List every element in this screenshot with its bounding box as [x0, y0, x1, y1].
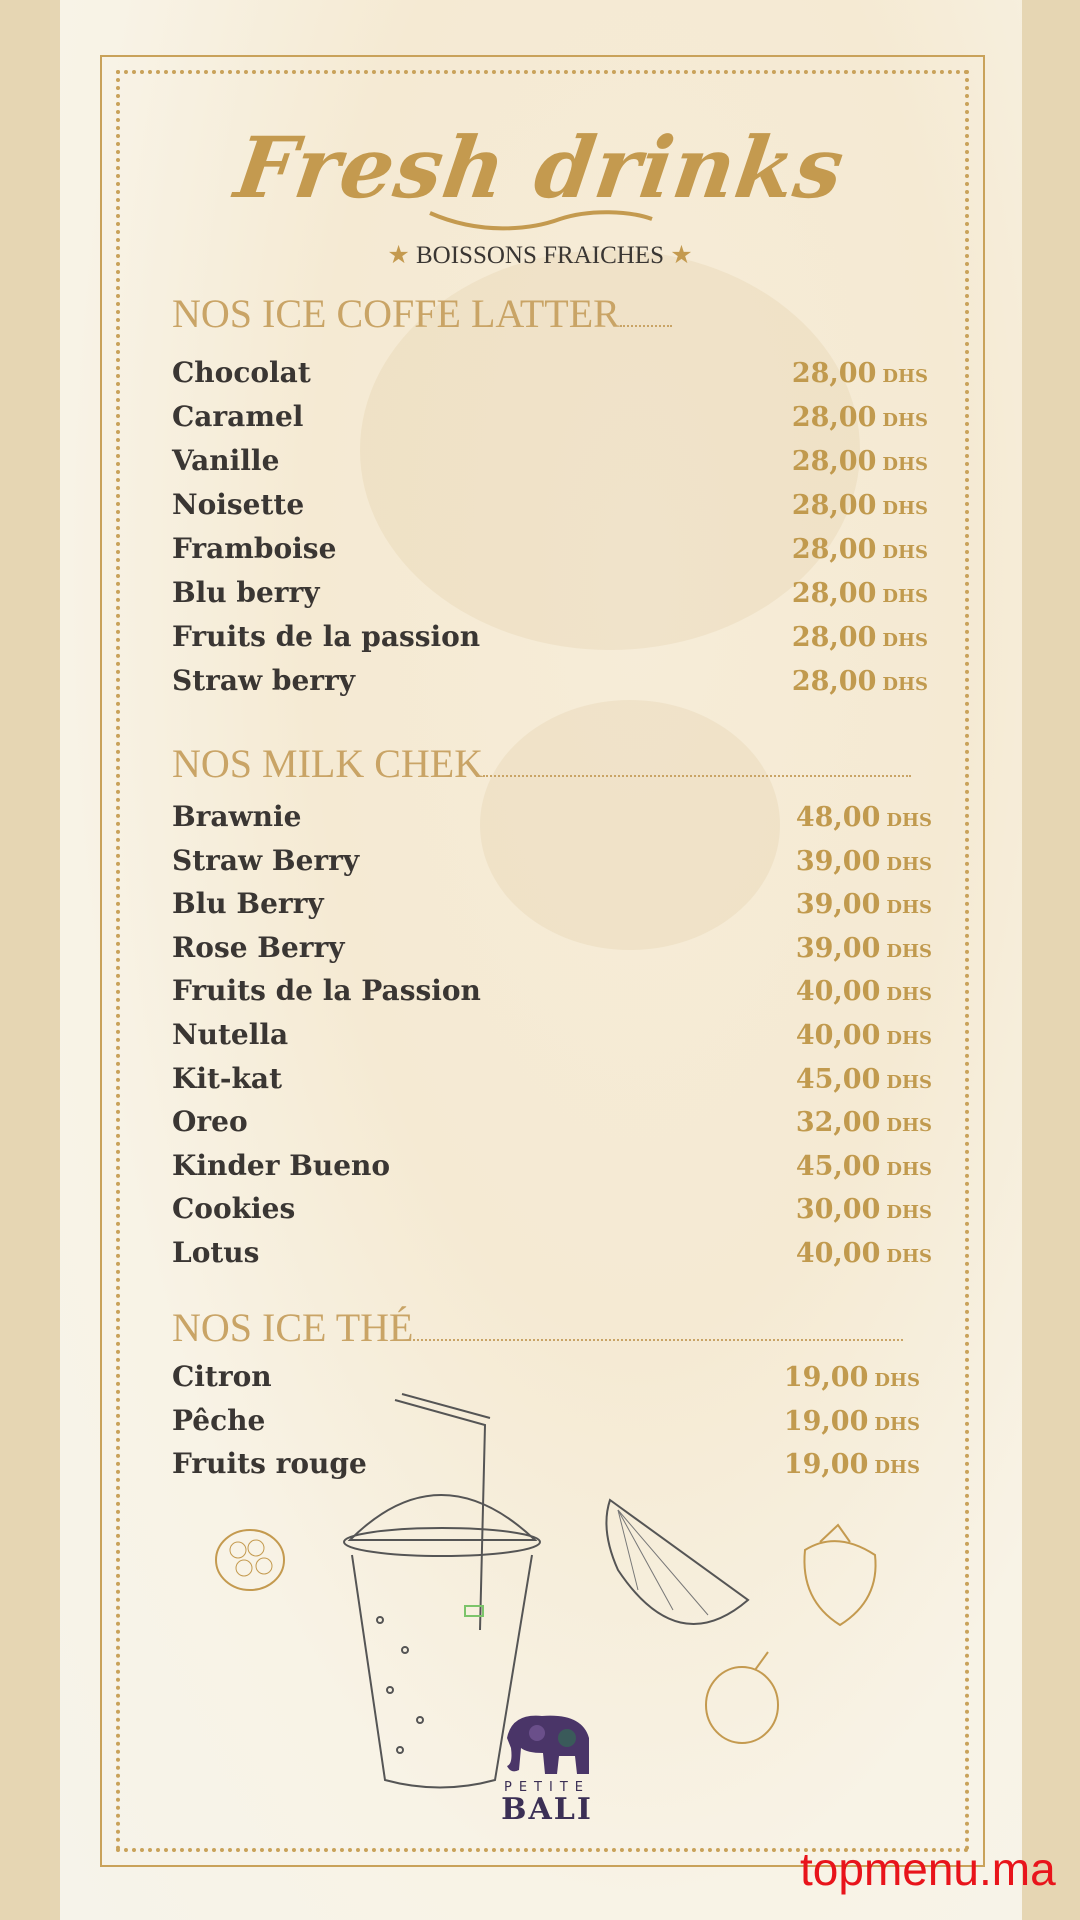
- menu-item: [172, 664, 928, 708]
- star-icon: ★: [387, 242, 410, 269]
- item-price: 28,00 DHS: [791, 666, 928, 697]
- menu-item: [172, 576, 928, 620]
- raspberry-illustration: [700, 1650, 790, 1750]
- menu-item: [172, 844, 932, 888]
- item-name: Kinder Bueno: [172, 1148, 391, 1182]
- item-price: 19,00 DHS: [783, 1449, 920, 1480]
- currency-label: DHS: [886, 1115, 932, 1137]
- item-name: Nutella: [172, 1018, 289, 1051]
- menu-item: [172, 400, 928, 444]
- elephant-logo-icon: [497, 1708, 597, 1776]
- menu-item: [172, 1018, 932, 1062]
- item-name: Fruits rouge: [172, 1447, 367, 1480]
- menu-item: [172, 444, 928, 488]
- menu-item: [172, 887, 932, 931]
- menu-item: [172, 931, 932, 975]
- currency-label: DHS: [882, 498, 928, 519]
- currency-label: DHS: [886, 853, 932, 875]
- item-name: Noisette: [172, 488, 305, 521]
- menu-item: [172, 1062, 932, 1106]
- orange-slice-illustration: [598, 1490, 758, 1630]
- currency-label: DHS: [886, 897, 932, 919]
- item-name: Vanille: [172, 444, 280, 477]
- menu-item: [172, 1105, 932, 1149]
- currency-label: DHS: [886, 810, 932, 831]
- item-price: 45,00 DHS: [795, 1150, 932, 1182]
- item-name: Straw berry: [172, 664, 356, 697]
- item-price: 28,00 DHS: [791, 622, 928, 653]
- menu-item: [172, 532, 928, 576]
- item-price: 40,00 DHS: [795, 1238, 932, 1269]
- watermark: topmenu.ma: [800, 1843, 1056, 1895]
- item-price: 30,00 DHS: [795, 1194, 932, 1226]
- title-swash: [420, 205, 660, 235]
- item-price: 19,00 DHS: [783, 1362, 920, 1393]
- currency-label: DHS: [882, 542, 928, 563]
- dotted-leader: [620, 321, 672, 327]
- currency-label: DHS: [886, 1028, 932, 1049]
- item-price: 39,00 DHS: [795, 932, 932, 964]
- item-name: Blu Berry: [172, 887, 324, 921]
- menu-item: [172, 1192, 932, 1236]
- item-name: Kit-kat: [172, 1061, 283, 1095]
- currency-label: DHS: [886, 1246, 932, 1267]
- item-name: Oreo: [172, 1105, 248, 1139]
- strawberry-illustration: [790, 1520, 885, 1630]
- item-price: 19,00 DHS: [783, 1405, 920, 1437]
- item-name: Caramel: [172, 400, 304, 433]
- currency-label: DHS: [886, 1202, 932, 1224]
- section-title-milkshake: NOS MILK CHEK: [172, 740, 911, 787]
- item-price: 28,00 DHS: [791, 534, 928, 565]
- menu-subtitle: ★ BOISSONS FRAICHES ★: [387, 242, 693, 269]
- currency-label: DHS: [886, 1158, 932, 1180]
- item-name: Framboise: [172, 532, 337, 565]
- star-icon: ★: [670, 242, 693, 269]
- currency-label: DHS: [882, 674, 928, 695]
- currency-label: DHS: [886, 1071, 932, 1093]
- currency-label: DHS: [886, 940, 932, 962]
- dotted-leader: [413, 1335, 903, 1341]
- menu-item: [172, 1149, 932, 1193]
- item-price: 28,00 DHS: [791, 358, 928, 389]
- dotted-leader: [483, 771, 911, 777]
- section-title-ice-tea: NOS ICE THÉ: [172, 1304, 903, 1351]
- currency-label: DHS: [882, 454, 928, 475]
- item-name: Straw Berry: [172, 843, 360, 877]
- item-price: 28,00 DHS: [791, 490, 928, 521]
- item-price: 48,00 DHS: [795, 802, 932, 833]
- menu-item: [172, 1236, 932, 1280]
- currency-label: DHS: [874, 1413, 920, 1435]
- menu-title: Fresh drinks: [229, 118, 851, 217]
- menu-item: [172, 620, 928, 664]
- item-name: Lotus: [172, 1236, 260, 1269]
- item-name: Fruits de la Passion: [172, 974, 481, 1008]
- currency-label: DHS: [882, 410, 928, 431]
- currency-label: DHS: [886, 984, 932, 1006]
- item-price: 32,00 DHS: [795, 1107, 932, 1139]
- currency-label: DHS: [874, 1370, 920, 1391]
- item-price: 45,00 DHS: [795, 1063, 932, 1095]
- section-title-ice-coffee: NOS ICE COFFE LATTER: [172, 290, 672, 337]
- currency-label: DHS: [882, 366, 928, 387]
- item-name: Blu berry: [172, 576, 320, 609]
- item-price: 39,00 DHS: [795, 889, 932, 921]
- item-price: 40,00 DHS: [795, 1020, 932, 1051]
- item-price: 39,00 DHS: [795, 845, 932, 877]
- item-price: 28,00 DHS: [791, 402, 928, 433]
- raspberry-illustration: [210, 1520, 290, 1595]
- item-name: Pêche: [172, 1403, 266, 1437]
- item-price: 28,00 DHS: [791, 578, 928, 609]
- currency-label: DHS: [882, 630, 928, 651]
- currency-label: DHS: [882, 586, 928, 607]
- item-name: Cookies: [172, 1192, 296, 1226]
- menu-item: [172, 488, 928, 532]
- item-price: 40,00 DHS: [795, 976, 932, 1008]
- currency-label: DHS: [874, 1457, 920, 1478]
- menu-item: [172, 800, 932, 844]
- menu-item: [172, 356, 928, 400]
- item-name: Chocolat: [172, 356, 311, 389]
- petite-bali-logo: PETITE BALI: [492, 1708, 602, 1825]
- item-name: Rose Berry: [172, 930, 345, 964]
- menu-item: [172, 974, 932, 1018]
- item-name: Fruits de la passion: [172, 620, 481, 653]
- item-price: 28,00 DHS: [791, 446, 928, 477]
- item-name: Citron: [172, 1360, 272, 1393]
- item-name: Brawnie: [172, 800, 302, 833]
